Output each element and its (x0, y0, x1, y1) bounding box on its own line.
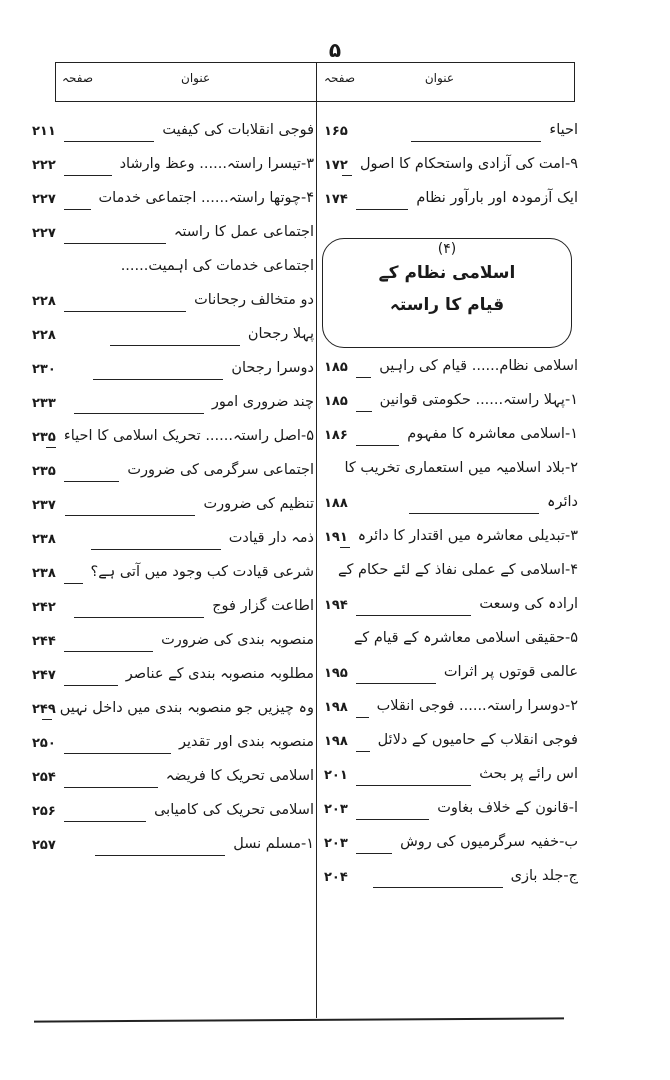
toc-entry[interactable] (28, 150, 314, 184)
toc-entry[interactable] (28, 320, 314, 354)
toc-entry-page: ۲۲۸ (32, 328, 56, 343)
toc-entry-title: احیاء (549, 122, 578, 138)
header-title-right: عنوان (424, 71, 454, 85)
toc-entry[interactable] (320, 150, 578, 184)
toc-entry-page: ۲۴۲ (32, 600, 56, 615)
leader-line (64, 141, 154, 142)
header-title-left: عنوان (181, 71, 211, 85)
toc-entry-page: ۲۲۸ (32, 294, 56, 309)
toc-entry-title: دائرہ (546, 494, 578, 510)
toc-entry[interactable] (320, 386, 578, 420)
toc-entry-page: ۲۳۸ (32, 566, 56, 581)
toc-left-column (28, 116, 314, 864)
leader-line (356, 683, 436, 684)
toc-entry-page: ۱۷۲ (324, 158, 348, 173)
toc-entry[interactable] (320, 488, 578, 522)
toc-entry[interactable] (320, 352, 578, 386)
toc-entry-title: تنظیم کی ضرورت (203, 496, 314, 512)
leader-line (64, 787, 158, 788)
toc-entry-title: منصوبہ بندی اور تقدیر (179, 734, 314, 750)
toc-entry[interactable] (28, 524, 314, 558)
toc-entry-title: فوجی انقلابات کی کیفیت (162, 122, 314, 138)
toc-entry[interactable] (320, 862, 578, 896)
leader-line (93, 379, 223, 380)
toc-entry[interactable] (320, 556, 578, 590)
toc-entry-page: ۱۹۸ (324, 700, 348, 715)
leader-line (356, 853, 392, 854)
toc-entry-page: ۲۲۲ (32, 158, 56, 173)
toc-entry-page: ۲۲۷ (32, 226, 56, 241)
toc-entry-page: ۲۳۸ (32, 532, 56, 547)
toc-entry[interactable] (28, 796, 314, 830)
toc-entry[interactable] (28, 592, 314, 626)
toc-entry-title: شرعی قیادت کب وجود میں آتی ہے؟ (90, 564, 314, 580)
leader-line (64, 685, 118, 686)
toc-entry[interactable] (28, 388, 314, 422)
toc-entry-title: ۱-اسلامی معاشرہ کا مفہوم (407, 426, 578, 442)
toc-entry[interactable] (320, 522, 578, 556)
toc-entry-page: ۱۶۵ (324, 124, 348, 139)
toc-entry-page: ۱۸۶ (324, 428, 348, 443)
toc-entry[interactable] (320, 624, 578, 658)
leader-line (340, 547, 350, 548)
leader-line (95, 855, 225, 856)
leader-line (356, 377, 371, 378)
toc-entry-page: ۲۵۷ (32, 838, 56, 853)
toc-entry[interactable] (320, 658, 578, 692)
toc-entry-title: ب-خفیہ سرگرمیوں کی روش (400, 834, 578, 850)
toc-entry[interactable] (320, 420, 578, 454)
toc-entry-title: ج-جلد بازی (510, 868, 578, 884)
toc-entry[interactable] (320, 116, 578, 150)
toc-entry-page: ۲۵۴ (32, 770, 56, 785)
toc-right-column (320, 116, 578, 896)
leader-line (46, 447, 56, 448)
toc-entry-title: اسلامی تحریک کا فریضہ (165, 768, 314, 784)
leader-line (64, 481, 119, 482)
toc-entry-page: ۲۴۹ (32, 702, 56, 717)
leader-line (64, 651, 153, 652)
toc-entry[interactable] (320, 828, 578, 862)
leader-line (356, 615, 471, 616)
toc-entry-title: ۳-تبدیلی معاشرہ میں اقتدار کا دائرہ (357, 528, 578, 544)
toc-entry[interactable] (28, 116, 314, 150)
toc-entry-title: ذمہ دار قیادت (228, 530, 314, 546)
toc-entry-page: ۲۳۵ (32, 430, 56, 445)
toc-entry-title: ۱-مسلم نسل (233, 836, 314, 852)
header-page-mid: صفحہ (324, 71, 356, 85)
leader-line (42, 719, 52, 720)
toc-entry[interactable] (28, 626, 314, 660)
toc-entry-page: ۱۹۱ (324, 530, 348, 545)
leader-line (356, 751, 370, 752)
toc-entry-title: چند ضروری امور (211, 394, 314, 410)
toc-entry[interactable] (320, 590, 578, 624)
toc-entry[interactable] (320, 760, 578, 794)
toc-entry-title: اجتماعی عمل کا راستہ (173, 224, 314, 240)
toc-entry-title: اجتماعی سرگرمی کی ضرورت (127, 462, 314, 478)
toc-entry[interactable] (28, 456, 314, 490)
toc-entry[interactable] (28, 184, 314, 218)
leader-line (64, 583, 83, 584)
leader-line (64, 821, 146, 822)
toc-entry-page: ۲۴۷ (32, 668, 56, 683)
toc-header (55, 62, 575, 102)
toc-entry-page: ۲۳۵ (32, 464, 56, 479)
toc-entry-title: دوسرا رجحان (231, 360, 314, 376)
leader-line (74, 617, 204, 618)
toc-entry[interactable] (28, 830, 314, 864)
toc-entry[interactable] (320, 794, 578, 828)
toc-entry[interactable] (320, 726, 578, 760)
toc-entry[interactable] (28, 728, 314, 762)
toc-entry[interactable] (28, 762, 314, 796)
toc-entry[interactable] (28, 422, 314, 456)
toc-entry-page: ۲۲۷ (32, 192, 56, 207)
toc-entry-title: ۲-بلاد اسلامیہ میں استعماری تخریب کا (344, 460, 578, 476)
toc-entry-title: منصوبہ بندی کی ضرورت (161, 632, 314, 648)
column-divider (316, 62, 317, 1018)
leader-line (356, 445, 399, 446)
toc-entry-page: ۲۴۴ (32, 634, 56, 649)
toc-entry-title: پہلا رجحان (247, 326, 314, 342)
toc-entry-title: اطاعت گزار فوج (212, 598, 314, 614)
toc-entry-title: اسلامی نظام...... قیام کی راہیں (379, 358, 578, 374)
toc-entry-title: اسلامی تحریک کی کامیابی (154, 802, 314, 818)
toc-entry-title: ۴-اسلامی کے عملی نفاذ کے لئے حکام کے (338, 562, 578, 578)
toc-entry-title: ۴-چوتھا راستہ...... اجتماعی خدمات (98, 190, 314, 206)
toc-entry[interactable] (28, 286, 314, 320)
toc-entry[interactable] (28, 218, 314, 252)
toc-entry[interactable] (28, 558, 314, 592)
leader-line (356, 717, 369, 718)
leader-line (91, 549, 221, 550)
leader-line (64, 209, 91, 210)
chapter-number: (۴) (437, 241, 457, 257)
toc-entry-page: ۱۹۵ (324, 666, 348, 681)
chapter-title-line1: اسلامی نظام کے (378, 263, 516, 283)
toc-entry[interactable] (320, 454, 578, 488)
toc-entry-page: ۲۰۳ (324, 836, 348, 851)
header-page-left: صفحہ (62, 71, 94, 85)
toc-entry[interactable] (320, 692, 578, 726)
toc-entry-title: فوجی انقلاب کے حامیوں کے دلائل (377, 732, 578, 748)
leader-line (110, 345, 240, 346)
toc-entry-page: ۱۸۵ (324, 394, 348, 409)
toc-entry[interactable] (28, 354, 314, 388)
leader-line (65, 515, 195, 516)
toc-entry-page: ۲۱۱ (32, 124, 56, 139)
page-number: ۵ (328, 38, 342, 62)
leader-line (64, 311, 186, 312)
toc-entry-title: ۵-اصل راستہ...... تحریک اسلامی کا احیاء (63, 428, 314, 444)
leader-line (356, 785, 471, 786)
toc-entry-page: ۲۰۳ (324, 802, 348, 817)
toc-entry-title: اس رائے پر بحث (479, 766, 578, 782)
leader-line (373, 887, 503, 888)
toc-entry[interactable] (28, 660, 314, 694)
toc-entry-page: ۲۳۳ (32, 396, 56, 411)
toc-entry-title: ۱-پہلا راستہ...... حکومتی قوانین (379, 392, 578, 408)
leader-line (356, 819, 429, 820)
leader-line (342, 175, 352, 176)
toc-entry-page: ۱۹۸ (324, 734, 348, 749)
leader-line (411, 141, 541, 142)
chapter-title-line2: قیام کا راستہ (389, 295, 505, 315)
toc-entry[interactable] (28, 694, 314, 728)
leader-line (64, 753, 171, 754)
toc-entry-page: ۱۷۴ (324, 192, 348, 207)
toc-entry-title: ا-قانون کے خلاف بغاوت (437, 800, 578, 816)
toc-entry-title: عالمی قوتوں پر اثرات (443, 664, 578, 680)
toc-entry-page: ۲۳۰ (32, 362, 56, 377)
leader-line (356, 411, 372, 412)
leader-line (356, 209, 408, 210)
chapter-box-spacer (320, 218, 578, 352)
leader-line (409, 513, 539, 514)
toc-entry[interactable] (28, 490, 314, 524)
toc-entry-title: ارادہ کی وسعت (479, 596, 578, 612)
toc-entry-title: دو متخالف رجحانات (194, 292, 314, 308)
toc-entry[interactable] (320, 184, 578, 218)
toc-entry-title: ایک آزمودہ اور بارآور نظام (416, 190, 578, 206)
toc-entry-page: ۱۹۴ (324, 598, 348, 613)
toc-entry-title: اجتماعی خدمات کی اہمیت...... (120, 258, 314, 274)
bottom-rule (34, 1017, 564, 1022)
toc-entry-title: مطلوبہ منصوبہ بندی کے عناصر (125, 666, 314, 682)
toc-entry-page: ۲۵۶ (32, 804, 56, 819)
leader-line (74, 413, 204, 414)
toc-entry-page: ۲۰۱ (324, 768, 348, 783)
toc-entry-title: ۵-حقیقی اسلامی معاشرہ کے قیام کے (353, 630, 578, 646)
leader-line (64, 175, 112, 176)
toc-entry-page: ۲۵۰ (32, 736, 56, 751)
toc-entry-page: ۲۳۷ (32, 498, 56, 513)
leader-line (64, 243, 166, 244)
toc-entry-title: ۹-امت کی آزادی واستحکام کا اصول (360, 156, 578, 172)
toc-entry-title: ۳-تیسرا راستہ...... وعظ وارشاد (119, 156, 314, 172)
toc-entry-title: وہ چیزیں جو منصوبہ بندی میں داخل نہیں (59, 700, 314, 716)
toc-entry-page: ۱۸۸ (324, 496, 348, 511)
toc-entry-page: ۱۸۵ (324, 360, 348, 375)
toc-entry-page: ۲۰۴ (324, 870, 348, 885)
toc-entry-title: ۲-دوسرا راستہ...... فوجی انقلاب (376, 698, 578, 714)
toc-entry[interactable] (28, 252, 314, 286)
